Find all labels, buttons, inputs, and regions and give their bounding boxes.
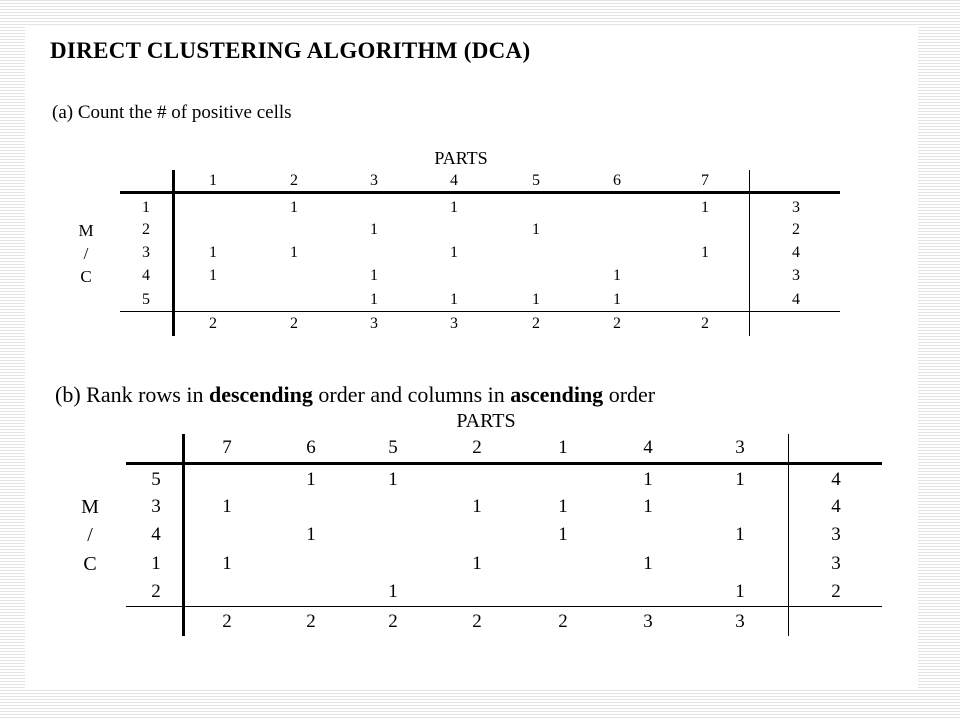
row-machine-label: 3 [151,496,161,517]
row-count: 3 [792,267,800,284]
matrix-cell: 1 [532,221,540,238]
machine-axis-label: C [80,267,92,286]
count-divider [788,434,789,636]
matrix-cell: 1 [701,244,709,261]
page-title: DIRECT CLUSTERING ALGORITHM (DCA) [50,38,531,63]
matrix-cell: 1 [532,291,540,308]
row-count: 4 [831,496,841,517]
matrix-cell: 1 [613,291,621,308]
matrix-cell: 1 [472,553,482,574]
column-header: 3 [370,172,378,189]
column-total: 2 [209,315,217,332]
row-machine-label: 4 [151,524,161,545]
matrix-cell: 1 [209,244,217,261]
matrix-cell: 1 [735,469,745,490]
matrix-cell: 1 [613,267,621,284]
matrix-cell: 1 [450,244,458,261]
column-total: 2 [472,611,482,632]
machine-axis-label: M [81,496,99,518]
row-machine-label: 5 [151,469,161,490]
caption-text: (b) Rank rows in [55,382,209,407]
row-machine-label: 4 [142,267,150,284]
column-total: 2 [222,611,232,632]
caption-text: order [603,382,656,407]
caption-emphasis: descending [208,382,313,407]
column-total: 3 [450,315,458,332]
column-header: 5 [532,172,540,189]
column-header: 3 [735,437,745,458]
matrix-cell: 1 [558,524,568,545]
column-total: 2 [558,611,568,632]
machine-axis-label: C [83,553,97,575]
column-header: 4 [643,437,653,458]
matrix-cell: 1 [643,469,653,490]
row-count: 3 [831,553,841,574]
column-total: 2 [306,611,316,632]
matrix-cell: 1 [472,496,482,517]
total-rule [126,606,882,607]
matrix-cell: 1 [558,496,568,517]
column-header: 4 [450,172,458,189]
column-header: 1 [558,437,568,458]
matrix-cell: 1 [450,291,458,308]
row-count: 4 [792,291,800,308]
matrix-cell: 1 [370,221,378,238]
row-count: 4 [792,244,800,261]
row-machine-label: 3 [142,244,150,261]
header-rule [126,462,882,465]
caption-text: order and columns in [312,382,511,407]
matrix-cell: 1 [370,267,378,284]
column-header: 7 [222,437,232,458]
row-label-divider [182,434,185,636]
section-b-caption [55,382,655,408]
column-header: 2 [290,172,298,189]
count-divider [749,170,750,336]
column-total: 2 [613,315,621,332]
column-total: 2 [532,315,540,332]
caption-emphasis: ascending [510,382,604,407]
total-rule [120,311,840,312]
matrix-cell: 1 [209,267,217,284]
column-total: 2 [701,315,709,332]
column-header: 6 [306,437,316,458]
row-count: 2 [792,221,800,238]
matrix-cell: 1 [388,581,398,602]
matrix-cell: 1 [450,199,458,216]
row-count: 2 [831,581,841,602]
column-header: 1 [209,172,217,189]
matrix-cell: 1 [290,244,298,261]
matrix-cell: 1 [701,199,709,216]
header-rule [120,191,840,194]
row-machine-label: 1 [151,553,161,574]
matrix-cell: 1 [643,553,653,574]
column-total: 2 [388,611,398,632]
matrix-cell: 1 [306,524,316,545]
row-count: 4 [831,469,841,490]
row-machine-label: 2 [142,221,150,238]
column-total: 3 [735,611,745,632]
row-machine-label: 2 [151,581,161,602]
machine-axis-label: / [83,244,89,263]
column-header: 6 [613,172,621,189]
matrix-cell: 1 [735,581,745,602]
machine-axis-label: / [87,524,93,546]
matrix-cell: 1 [370,291,378,308]
column-total: 3 [643,611,653,632]
matrix-cell: 1 [306,469,316,490]
row-machine-label: 1 [142,199,150,216]
section-b-parts-label: PARTS [456,410,516,432]
row-label-divider [172,170,175,336]
row-count: 3 [831,524,841,545]
row-count: 3 [792,199,800,216]
machine-axis-label: M [78,221,94,240]
row-machine-label: 5 [142,291,150,308]
matrix-cell: 1 [222,496,232,517]
section-a-parts-label: PARTS [434,148,488,168]
section-a-caption: (a) Count the # of positive cells [52,102,292,123]
matrix-cell: 1 [388,469,398,490]
matrix-cell: 1 [735,524,745,545]
column-header: 2 [472,437,482,458]
column-total: 3 [370,315,378,332]
matrix-cell: 1 [643,496,653,517]
matrix-cell: 1 [222,553,232,574]
matrix-cell: 1 [290,199,298,216]
column-header: 5 [388,437,398,458]
column-total: 2 [290,315,298,332]
column-header: 7 [701,172,709,189]
